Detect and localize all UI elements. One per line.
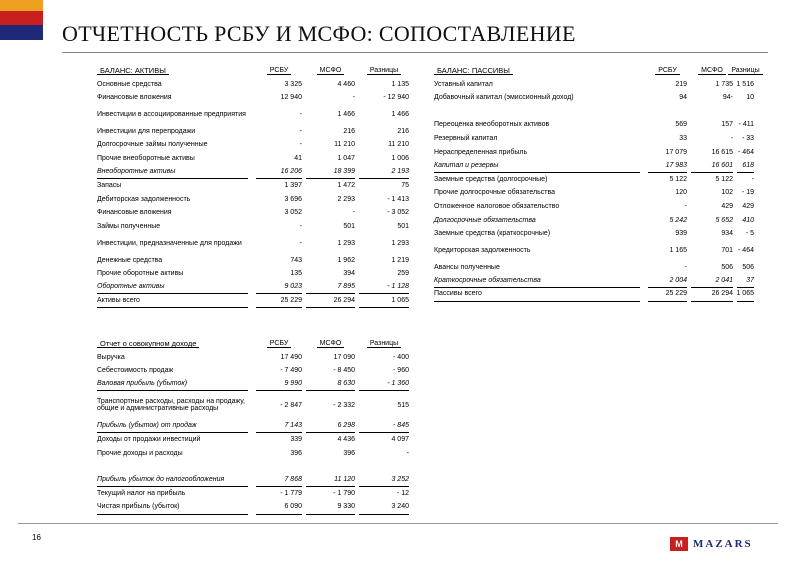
row-diff-value: 37 xyxy=(737,274,754,288)
row-rsbu-value: 569 xyxy=(675,121,687,129)
row-label: Прочие оборотные активы xyxy=(97,270,184,278)
row-rsbu-value: 120 xyxy=(675,189,687,197)
header-msfo xyxy=(306,337,355,351)
row-msfo-value: 11 120 xyxy=(306,474,355,488)
page-number: 16 xyxy=(32,533,41,542)
row-label: Основные средства xyxy=(97,80,162,88)
row-diff-value: - 400 xyxy=(393,353,409,361)
row-label: Авансы полученные xyxy=(434,263,500,271)
row-msfo-value: 701 xyxy=(721,246,733,254)
table-row xyxy=(434,227,754,241)
header-diff xyxy=(359,337,409,351)
row-label: Заемные средства (долгосрочные) xyxy=(434,175,548,183)
row-msfo-value: 16 615 xyxy=(711,148,733,156)
table-row xyxy=(97,487,409,501)
row-diff-value: 4 097 xyxy=(391,436,409,444)
table-row xyxy=(97,267,409,281)
page-title: ОТЧЕТНОСТЬ РСБУ И МСФО: СОПОСТАВЛЕНИЕ xyxy=(62,21,576,46)
row-label: Денежные средства xyxy=(97,256,163,264)
row-label: Прочие внеоборотные активы xyxy=(97,155,195,163)
row-rsbu-value: 5 122 xyxy=(669,175,687,183)
row-rsbu-value: 3 325 xyxy=(284,80,302,88)
row-msfo-value: 506 xyxy=(721,263,733,271)
row-diff-value: - xyxy=(751,175,754,183)
row-rsbu-value: - xyxy=(299,111,302,119)
row-label: Отложенное налоговое обязательство xyxy=(434,202,560,210)
row-rsbu-value: 135 xyxy=(290,270,302,278)
row-diff-value: 515 xyxy=(397,401,409,409)
row-label: Прочие долгосрочные обязательства xyxy=(434,189,556,197)
row-msfo-value: 2 041 xyxy=(691,274,733,288)
table-header xyxy=(97,337,409,351)
row-label: Нераспределенная прибыль xyxy=(434,148,528,156)
row-label: Займы полученные xyxy=(97,222,161,230)
row-rsbu-value: 7 143 xyxy=(256,419,302,433)
table-row xyxy=(434,159,754,173)
row-label: Инвестиции для перепродажи xyxy=(97,127,196,135)
row-diff-value: - 960 xyxy=(393,367,409,375)
row-diff-value: 3 240 xyxy=(359,501,409,515)
row-label: Долгосрочные обязательства xyxy=(434,216,536,224)
row-label: Оборотные активы xyxy=(97,281,248,295)
footer-divider xyxy=(18,523,778,524)
row-msfo-value: 2 293 xyxy=(337,195,355,203)
table-row xyxy=(97,391,409,419)
balance-liabilities-table xyxy=(434,64,760,302)
row-msfo-value: 1 466 xyxy=(337,111,355,119)
row-diff-value: - 464 xyxy=(738,148,754,156)
table-row xyxy=(97,125,409,139)
row-diff-value: 506 xyxy=(742,263,754,271)
row-rsbu-value: 17 490 xyxy=(280,353,302,361)
row-msfo-value: 1 293 xyxy=(337,239,355,247)
table-header xyxy=(97,64,409,78)
row-msfo-value: 16 601 xyxy=(691,159,733,173)
row-msfo-value: 501 xyxy=(343,222,355,230)
row-rsbu-value: 1 397 xyxy=(284,182,302,190)
row-msfo-value: 394 xyxy=(343,270,355,278)
row-diff-value: 1 516 xyxy=(736,80,754,88)
table-row xyxy=(97,281,409,295)
row-label: Финансовые вложения xyxy=(97,209,172,217)
row-label: Прочие доходы и расходы xyxy=(97,449,183,457)
row-msfo-value: 396 xyxy=(343,449,355,457)
row-diff-value: 429 xyxy=(742,202,754,210)
row-diff-value: - 3 052 xyxy=(387,209,409,217)
row-diff-value: - 5 xyxy=(745,230,754,238)
table-row xyxy=(97,206,409,220)
row-rsbu-value: 25 229 xyxy=(648,288,687,302)
row-msfo-value: 157 xyxy=(721,121,733,129)
row-label: Прибыль (убыток) от продаж xyxy=(97,419,248,433)
header-rsbu-text: РСБУ xyxy=(267,67,292,76)
table-row xyxy=(97,105,409,125)
row-rsbu-value: 9 023 xyxy=(256,281,302,295)
row-rsbu-value: 396 xyxy=(290,449,302,457)
row-label: Резервный капитал xyxy=(434,135,498,143)
row-label: Выручка xyxy=(97,353,125,361)
row-rsbu-value: 5 242 xyxy=(669,216,687,224)
row-msfo-value: 1 962 xyxy=(337,256,355,264)
table-row xyxy=(434,118,754,132)
row-diff-value: 410 xyxy=(742,216,754,224)
row-diff-value: 10 xyxy=(746,94,754,102)
header-rsbu xyxy=(256,337,302,351)
row-diff-value: - 845 xyxy=(359,419,409,433)
header-section-title xyxy=(434,64,640,78)
row-rsbu-value: 94 xyxy=(679,94,687,102)
table-row xyxy=(97,294,409,308)
row-label: Инвестиции, предназначенные для продажи xyxy=(97,239,242,247)
row-rsbu-value: - 2 847 xyxy=(280,401,302,409)
table-row xyxy=(434,186,754,200)
header-diff-text: Разницы xyxy=(367,340,401,349)
row-rsbu-value: 3 052 xyxy=(284,209,302,217)
row-label: Кредиторская задолженность xyxy=(434,246,531,254)
row-diff-value: 1 065 xyxy=(359,294,409,308)
row-msfo-value: 26 294 xyxy=(691,288,733,302)
table-row xyxy=(97,138,409,152)
header-msfo-text: МСФО xyxy=(317,67,345,76)
row-diff-value: 501 xyxy=(397,222,409,230)
row-rsbu-value: - 1 779 xyxy=(280,490,302,498)
row-msfo-value: 5 122 xyxy=(715,175,733,183)
row-diff-value: 259 xyxy=(397,270,409,278)
header-section-title-text: БАЛАНС: АКТИВЫ xyxy=(97,67,169,76)
row-label: Прибыль убыток до налогообложения xyxy=(97,474,248,488)
row-diff-value: 1 065 xyxy=(737,288,754,302)
row-diff-value: 1 135 xyxy=(391,80,409,88)
row-label: Добавочный капитал (эмиссионный доход) xyxy=(434,94,574,102)
row-label: Доходы от продажи инвестиций xyxy=(97,436,201,444)
row-msfo-value: - 8 450 xyxy=(333,367,355,375)
header-section-title xyxy=(97,64,248,78)
table-row xyxy=(434,105,754,119)
row-rsbu-value: - xyxy=(299,127,302,135)
row-rsbu-value: 939 xyxy=(675,230,687,238)
table-row xyxy=(97,460,409,474)
row-diff-value: 1 006 xyxy=(391,155,409,163)
row-msfo-value: 4 460 xyxy=(337,80,355,88)
row-rsbu-value: - 7 490 xyxy=(280,367,302,375)
income-statement-table xyxy=(97,337,409,515)
header-msfo xyxy=(691,64,733,78)
row-label: Дебиторская задолженность xyxy=(97,195,191,203)
row-rsbu-value: 25 229 xyxy=(256,294,302,308)
row-msfo-value: 94- xyxy=(722,94,733,102)
row-label: Капитал и резервы xyxy=(434,159,640,173)
header-rsbu-text: РСБУ xyxy=(267,340,292,349)
table-row xyxy=(434,214,754,228)
header-msfo xyxy=(306,64,355,78)
row-diff-value: 3 252 xyxy=(359,474,409,488)
row-diff-value: - 464 xyxy=(738,246,754,254)
row-diff-value: - 33 xyxy=(741,135,754,143)
row-msfo-value: 26 294 xyxy=(306,294,355,308)
row-msfo-value: 1 047 xyxy=(337,155,355,163)
row-diff-value: - 19 xyxy=(741,189,754,197)
table-row xyxy=(434,132,754,146)
table-row xyxy=(97,179,409,193)
row-msfo-value: 5 652 xyxy=(715,216,733,224)
table-row xyxy=(97,447,409,461)
header-rsbu xyxy=(648,64,687,78)
row-diff-value: - xyxy=(406,449,409,457)
row-diff-value: 11 210 xyxy=(388,141,409,149)
row-rsbu-value: 17 983 xyxy=(648,159,687,173)
title-divider xyxy=(62,52,768,53)
row-label: Запасы xyxy=(97,182,122,190)
row-msfo-value: 18 399 xyxy=(306,166,355,180)
row-label: Долгосрочные займы полученные xyxy=(97,141,208,149)
row-msfo-value: - xyxy=(730,135,733,143)
row-label: Инвестиции в ассоциированные предприятия xyxy=(97,111,246,119)
row-label: Валовая прибыль (убыток) xyxy=(97,378,248,392)
logo-mark: M xyxy=(670,537,688,551)
table-row xyxy=(97,152,409,166)
row-label: Переоценка внеоборотных активов xyxy=(434,121,550,129)
row-rsbu-value: 3 696 xyxy=(284,195,302,203)
row-rsbu-value: 7 868 xyxy=(256,474,302,488)
row-label: Заемные средства (краткосрочные) xyxy=(434,230,551,238)
table-row xyxy=(97,166,409,180)
table-row xyxy=(434,200,754,214)
row-diff-value: - 1 128 xyxy=(359,281,409,295)
row-rsbu-value: 743 xyxy=(290,256,302,264)
row-rsbu-value: 339 xyxy=(290,436,302,444)
row-label: Чистая прибыль (убыток) xyxy=(97,501,248,515)
table-row xyxy=(97,91,409,105)
row-rsbu-value: 6 090 xyxy=(256,501,302,515)
table-row xyxy=(97,220,409,234)
table-row xyxy=(97,193,409,207)
header-msfo-text: МСФО xyxy=(698,67,726,76)
header-diff-text: Разницы xyxy=(728,67,762,76)
row-diff-value: 1 219 xyxy=(391,256,409,264)
row-diff-value: - 1 413 xyxy=(387,195,409,203)
row-msfo-value: 9 330 xyxy=(306,501,355,515)
row-rsbu-value: 12 940 xyxy=(280,94,302,102)
row-rsbu-value: 9 990 xyxy=(256,378,302,392)
row-rsbu-value: 17 079 xyxy=(665,148,687,156)
brand-flag xyxy=(0,0,43,40)
header-section-title xyxy=(97,337,248,351)
row-rsbu-value: 16 206 xyxy=(256,166,302,180)
row-label: Финансовые вложения xyxy=(97,94,172,102)
row-rsbu-value: - xyxy=(299,141,302,149)
table-row xyxy=(97,78,409,92)
row-msfo-value: 6 298 xyxy=(306,419,355,433)
row-diff-value: 75 xyxy=(401,182,409,190)
table-row xyxy=(434,241,754,261)
header-diff xyxy=(359,64,409,78)
table-row xyxy=(434,91,754,105)
row-label: Текущий налог на прибыль xyxy=(97,490,186,498)
table-row xyxy=(434,261,754,275)
header-rsbu xyxy=(256,64,302,78)
mazars-logo xyxy=(670,537,753,551)
row-msfo-value: - 1 790 xyxy=(333,490,355,498)
table-row xyxy=(97,501,409,515)
row-msfo-value: 17 090 xyxy=(333,353,355,361)
row-msfo-value: 429 xyxy=(721,202,733,210)
header-section-title-text: Отчет о совокупном доходе xyxy=(97,340,199,349)
row-msfo-value: - xyxy=(352,94,355,102)
row-msfo-value: 216 xyxy=(343,127,355,135)
row-rsbu-value: - xyxy=(299,239,302,247)
row-msfo-value: - xyxy=(352,209,355,217)
row-diff-value: 216 xyxy=(397,127,409,135)
header-rsbu-text: РСБУ xyxy=(655,67,680,76)
row-label: Транспортные расходы, расходы на продажу, общие и административные расходы xyxy=(97,397,245,413)
table-header xyxy=(434,64,760,78)
row-msfo-value: 1 735 xyxy=(715,80,733,88)
table-row xyxy=(97,433,409,447)
row-label: Активы всего xyxy=(97,294,248,308)
row-msfo-value: - 2 332 xyxy=(333,401,355,409)
row-rsbu-value: 41 xyxy=(294,155,302,163)
row-diff-value: - 12 940 xyxy=(383,94,409,102)
header-section-title-text: БАЛАНС: ПАССИВЫ xyxy=(434,67,513,76)
table-row xyxy=(97,419,409,433)
row-rsbu-value: - xyxy=(684,263,687,271)
table-row xyxy=(97,234,409,254)
table-row xyxy=(97,474,409,488)
table-row xyxy=(434,146,754,160)
table-row xyxy=(434,173,754,187)
table-row xyxy=(97,378,409,392)
row-rsbu-value: - xyxy=(299,222,302,230)
row-msfo-value: 11 210 xyxy=(334,141,355,149)
row-msfo-value: 8 630 xyxy=(306,378,355,392)
row-diff-value: 1 293 xyxy=(391,239,409,247)
header-msfo-text: МСФО xyxy=(317,340,345,349)
row-diff-value: 2 193 xyxy=(359,166,409,180)
row-msfo-value: 4 436 xyxy=(337,436,355,444)
row-diff-value: - 411 xyxy=(738,121,754,129)
row-diff-value: 618 xyxy=(737,159,754,173)
row-label: Уставный капитал xyxy=(434,80,493,88)
row-label: Себестоимость продаж xyxy=(97,367,174,375)
table-row xyxy=(434,78,754,92)
balance-assets-table xyxy=(97,64,409,308)
row-diff-value: - 1 360 xyxy=(359,378,409,392)
row-diff-value: 1 466 xyxy=(391,111,409,119)
logo-wordmark: MAZARS xyxy=(693,538,753,550)
row-label: Краткосрочные обязательства xyxy=(434,274,640,288)
row-diff-value: - 12 xyxy=(396,490,409,498)
row-label: Внеоборотные активы xyxy=(97,166,248,180)
row-rsbu-value: - xyxy=(684,202,687,210)
row-msfo-value: 102 xyxy=(721,189,733,197)
row-msfo-value: 934 xyxy=(721,230,733,238)
header-diff-text: Разницы xyxy=(367,67,401,76)
row-label: Пассивы всего xyxy=(434,288,640,302)
table-row xyxy=(434,274,754,288)
row-msfo-value: 7 895 xyxy=(306,281,355,295)
row-msfo-value: 1 472 xyxy=(337,182,355,190)
row-rsbu-value: 219 xyxy=(675,80,687,88)
table-row xyxy=(97,364,409,378)
row-rsbu-value: 33 xyxy=(679,135,687,143)
table-row xyxy=(97,254,409,268)
row-rsbu-value: 1 165 xyxy=(669,246,687,254)
table-row xyxy=(434,288,754,302)
header-diff xyxy=(731,64,760,78)
row-rsbu-value: 2 004 xyxy=(648,274,687,288)
table-row xyxy=(97,351,409,365)
